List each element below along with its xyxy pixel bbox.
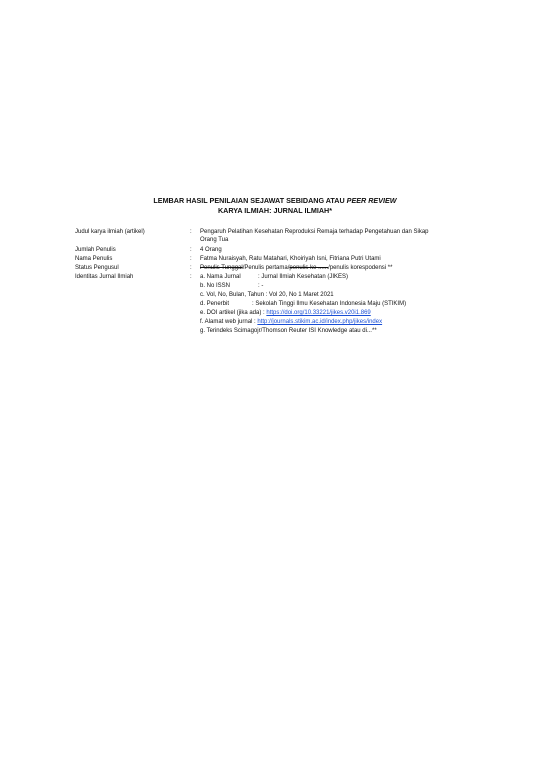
- terindeks-info: g. Terindeks Scimagojr/Thomson Reuter ISI Knowledge atau di...**: [200, 328, 377, 334]
- colon: :: [190, 229, 192, 235]
- issn-value: : -: [258, 283, 264, 289]
- jumlah-value: 4 Orang: [200, 247, 222, 253]
- document-subtitle: KARYA ILMIAH: JURNAL ILMIAH*: [217, 206, 333, 215]
- volume-info: c. Vol, No, Bulan, Tahun : Vol 20, No 1 Maret 2021: [200, 292, 334, 298]
- colon: :: [190, 256, 192, 262]
- status-korespondensi: /penulis korespodensi **: [328, 265, 393, 271]
- nama-jurnal-value: : Jurnal Ilmiah Kesehatan (JIKES): [258, 274, 349, 280]
- colon: :: [190, 247, 192, 253]
- document-title: [0, 196, 550, 205]
- title-line1-text: LEMBAR HASIL PENILAIAN SEJAWAT SEBIDANG ATAU: [153, 196, 345, 205]
- nama-label: Nama Penulis: [75, 256, 113, 262]
- judul-label: Judul karya ilmiah (artikel): [75, 229, 145, 235]
- colon: :: [190, 265, 192, 271]
- web-row: [200, 318, 382, 326]
- issn-key: b. No ISSN: [200, 283, 231, 289]
- web-key: f. Alamat web jurnal :: [200, 319, 258, 325]
- status-pertama: /Penulis pertama/: [242, 265, 290, 271]
- doi-link[interactable]: https://doi.org/10.33221/jikes.v20i1.869: [266, 310, 371, 316]
- status-strike-tunggal: Penulis Tunggal: [200, 265, 243, 271]
- status-value: [200, 264, 392, 272]
- identitas-label: Identitas Jurnal Ilmiah: [75, 274, 134, 280]
- judul-value-2: Orang Tua: [200, 237, 229, 243]
- colon: :: [190, 274, 192, 280]
- nama-value: Fatma Nuraisyah, Ratu Matahari, Khoiriyah Isni, Fitriana Putri Utami: [200, 256, 381, 262]
- penerbit-value: : Sekolah Tinggi Ilmu Kesehatan Indonesia Maju (STIKIM): [252, 301, 407, 307]
- web-link[interactable]: http://journals.stikim.ac.id/index.php/jikes/index: [257, 319, 383, 325]
- status-strike-ke: penulis ke ......: [289, 265, 329, 271]
- doi-key: e. DOI artikel (jika ada) :: [200, 310, 267, 316]
- penerbit-key: d. Penerbit: [200, 301, 230, 307]
- judul-value-1: Pengaruh Pelatihan Kesehatan Reproduksi Remaja terhadap Pengetahuan dan Sikap: [200, 229, 429, 235]
- status-label: Status Pengusul: [75, 265, 119, 271]
- nama-jurnal-key: a. Nama Jurnal: [200, 274, 241, 280]
- jumlah-label: Jumlah Penulis: [75, 247, 116, 253]
- title-line1-italic: PEER REVIEW: [346, 196, 397, 205]
- doi-row: [200, 309, 371, 317]
